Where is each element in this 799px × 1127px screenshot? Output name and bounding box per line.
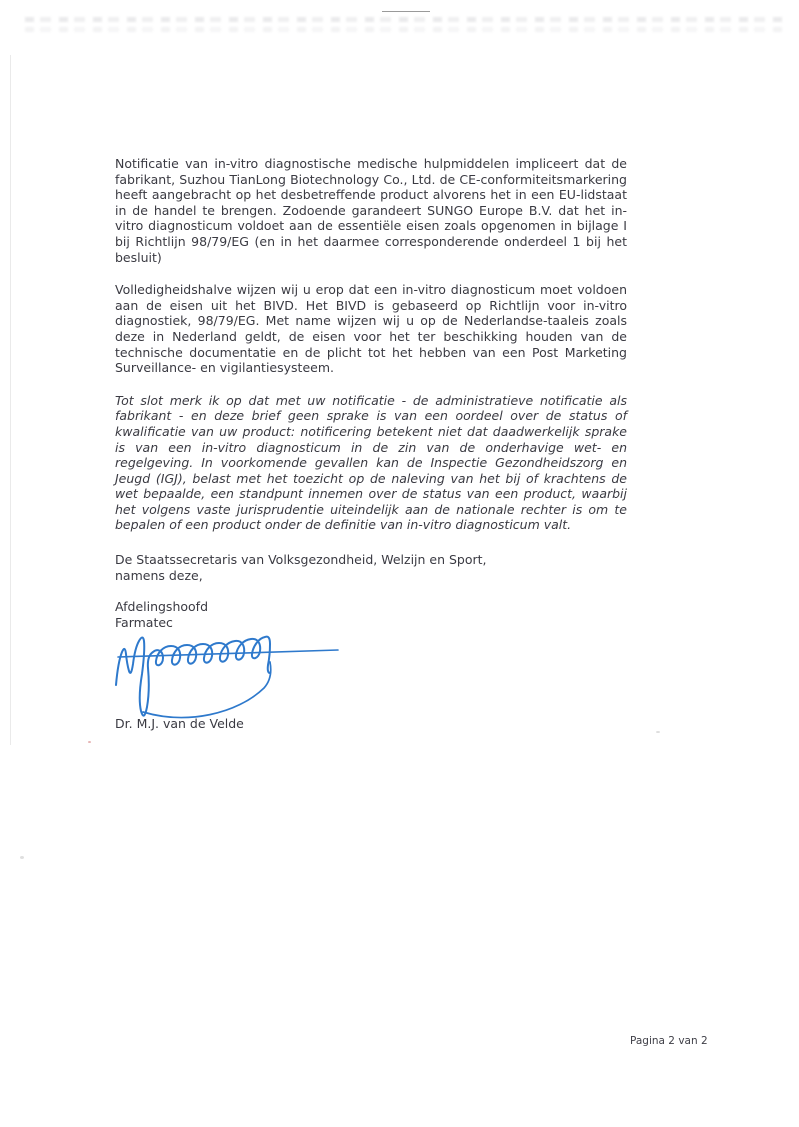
- on-behalf-line: namens deze,: [115, 567, 203, 583]
- scan-artifact-line: [382, 11, 430, 12]
- scan-noise-band: [25, 27, 785, 32]
- scan-noise-band: [25, 17, 785, 22]
- signatory-line: De Staatssecretaris van Volksgezondheid, Welzijn en Sport,: [115, 552, 487, 567]
- signer-role: Afdelingshoofd: [115, 599, 208, 615]
- signer-name: Dr. M.J. van de Velde: [115, 716, 244, 731]
- signer-department: Farmatec: [115, 614, 173, 630]
- scan-edge-line: [10, 55, 11, 745]
- paragraph-disclaimer: Tot slot merk ik op dat met uw notificatie - de administratieve notificatie als fabrikant - en deze brief geen sprake is van een oordeel over de status of kwalificatie van uw product: notificering betekent niet dat daadwerkelijk sprake is van een in-vitro diagnosticum in de zin van de onderhavige wet- en regelgeving. In voorkomende gevallen kan de Inspectie Gezondheidszorg en Jeugd (IGJ), belast met het toezicht op de naleving van het bij of krachtens de wet bepaalde, een standpunt innemen over de status van een product, waarbij het volgens vaste jurisprudentie uiteindelijk aan de nationale rechter is om te bepalen of een product onder de definitie van in-vitro diagnosticum valt.: [115, 392, 627, 533]
- signature-icon: [112, 630, 344, 727]
- paragraph-notification: Notificatie van in-vitro diagnostische medische hulpmiddelen impliceert dat de fabrikant, Suzhou TianLong Biotechnology Co., Ltd. de CE-conformiteitsmarkering heeft aangebracht op het desbetreffende product alvorens het in een EU-lidstaat in de handel te brengen. Zodoende garandeert SUNGO Europe B.V. dat het in-vitro diagnosticum voldoet aan de essentiële eisen zoals opgenomen in bijlage I bij Richtlijn 98/79/EG (en in het daarmee corresponderende onderdeel 1 bij het besluit): [115, 156, 627, 265]
- handwritten-signature: [112, 630, 344, 727]
- letter-body: [115, 156, 627, 550]
- scan-speck: [20, 856, 24, 859]
- paragraph-requirements: Volledigheidshalve wijzen wij u erop dat een in-vitro diagnosticum moet voldoen aan de eisen uit het BIVD. Het BIVD is gebaseerd op Richtlijn voor in-vitro diagnostiek, 98/79/EG. Met name wijzen wij u op de Nederlandse-taaleis zoals deze in Nederland geldt, de eisen voor het ter beschikking houden van de technische documentatie en de plicht tot het hebben van een Post Marketing Surveillance- en vigilantiesysteem.: [115, 282, 627, 376]
- page-number: Pagina 2 van 2: [630, 1035, 708, 1047]
- scan-speck: [88, 741, 91, 743]
- scan-speck: [656, 731, 660, 733]
